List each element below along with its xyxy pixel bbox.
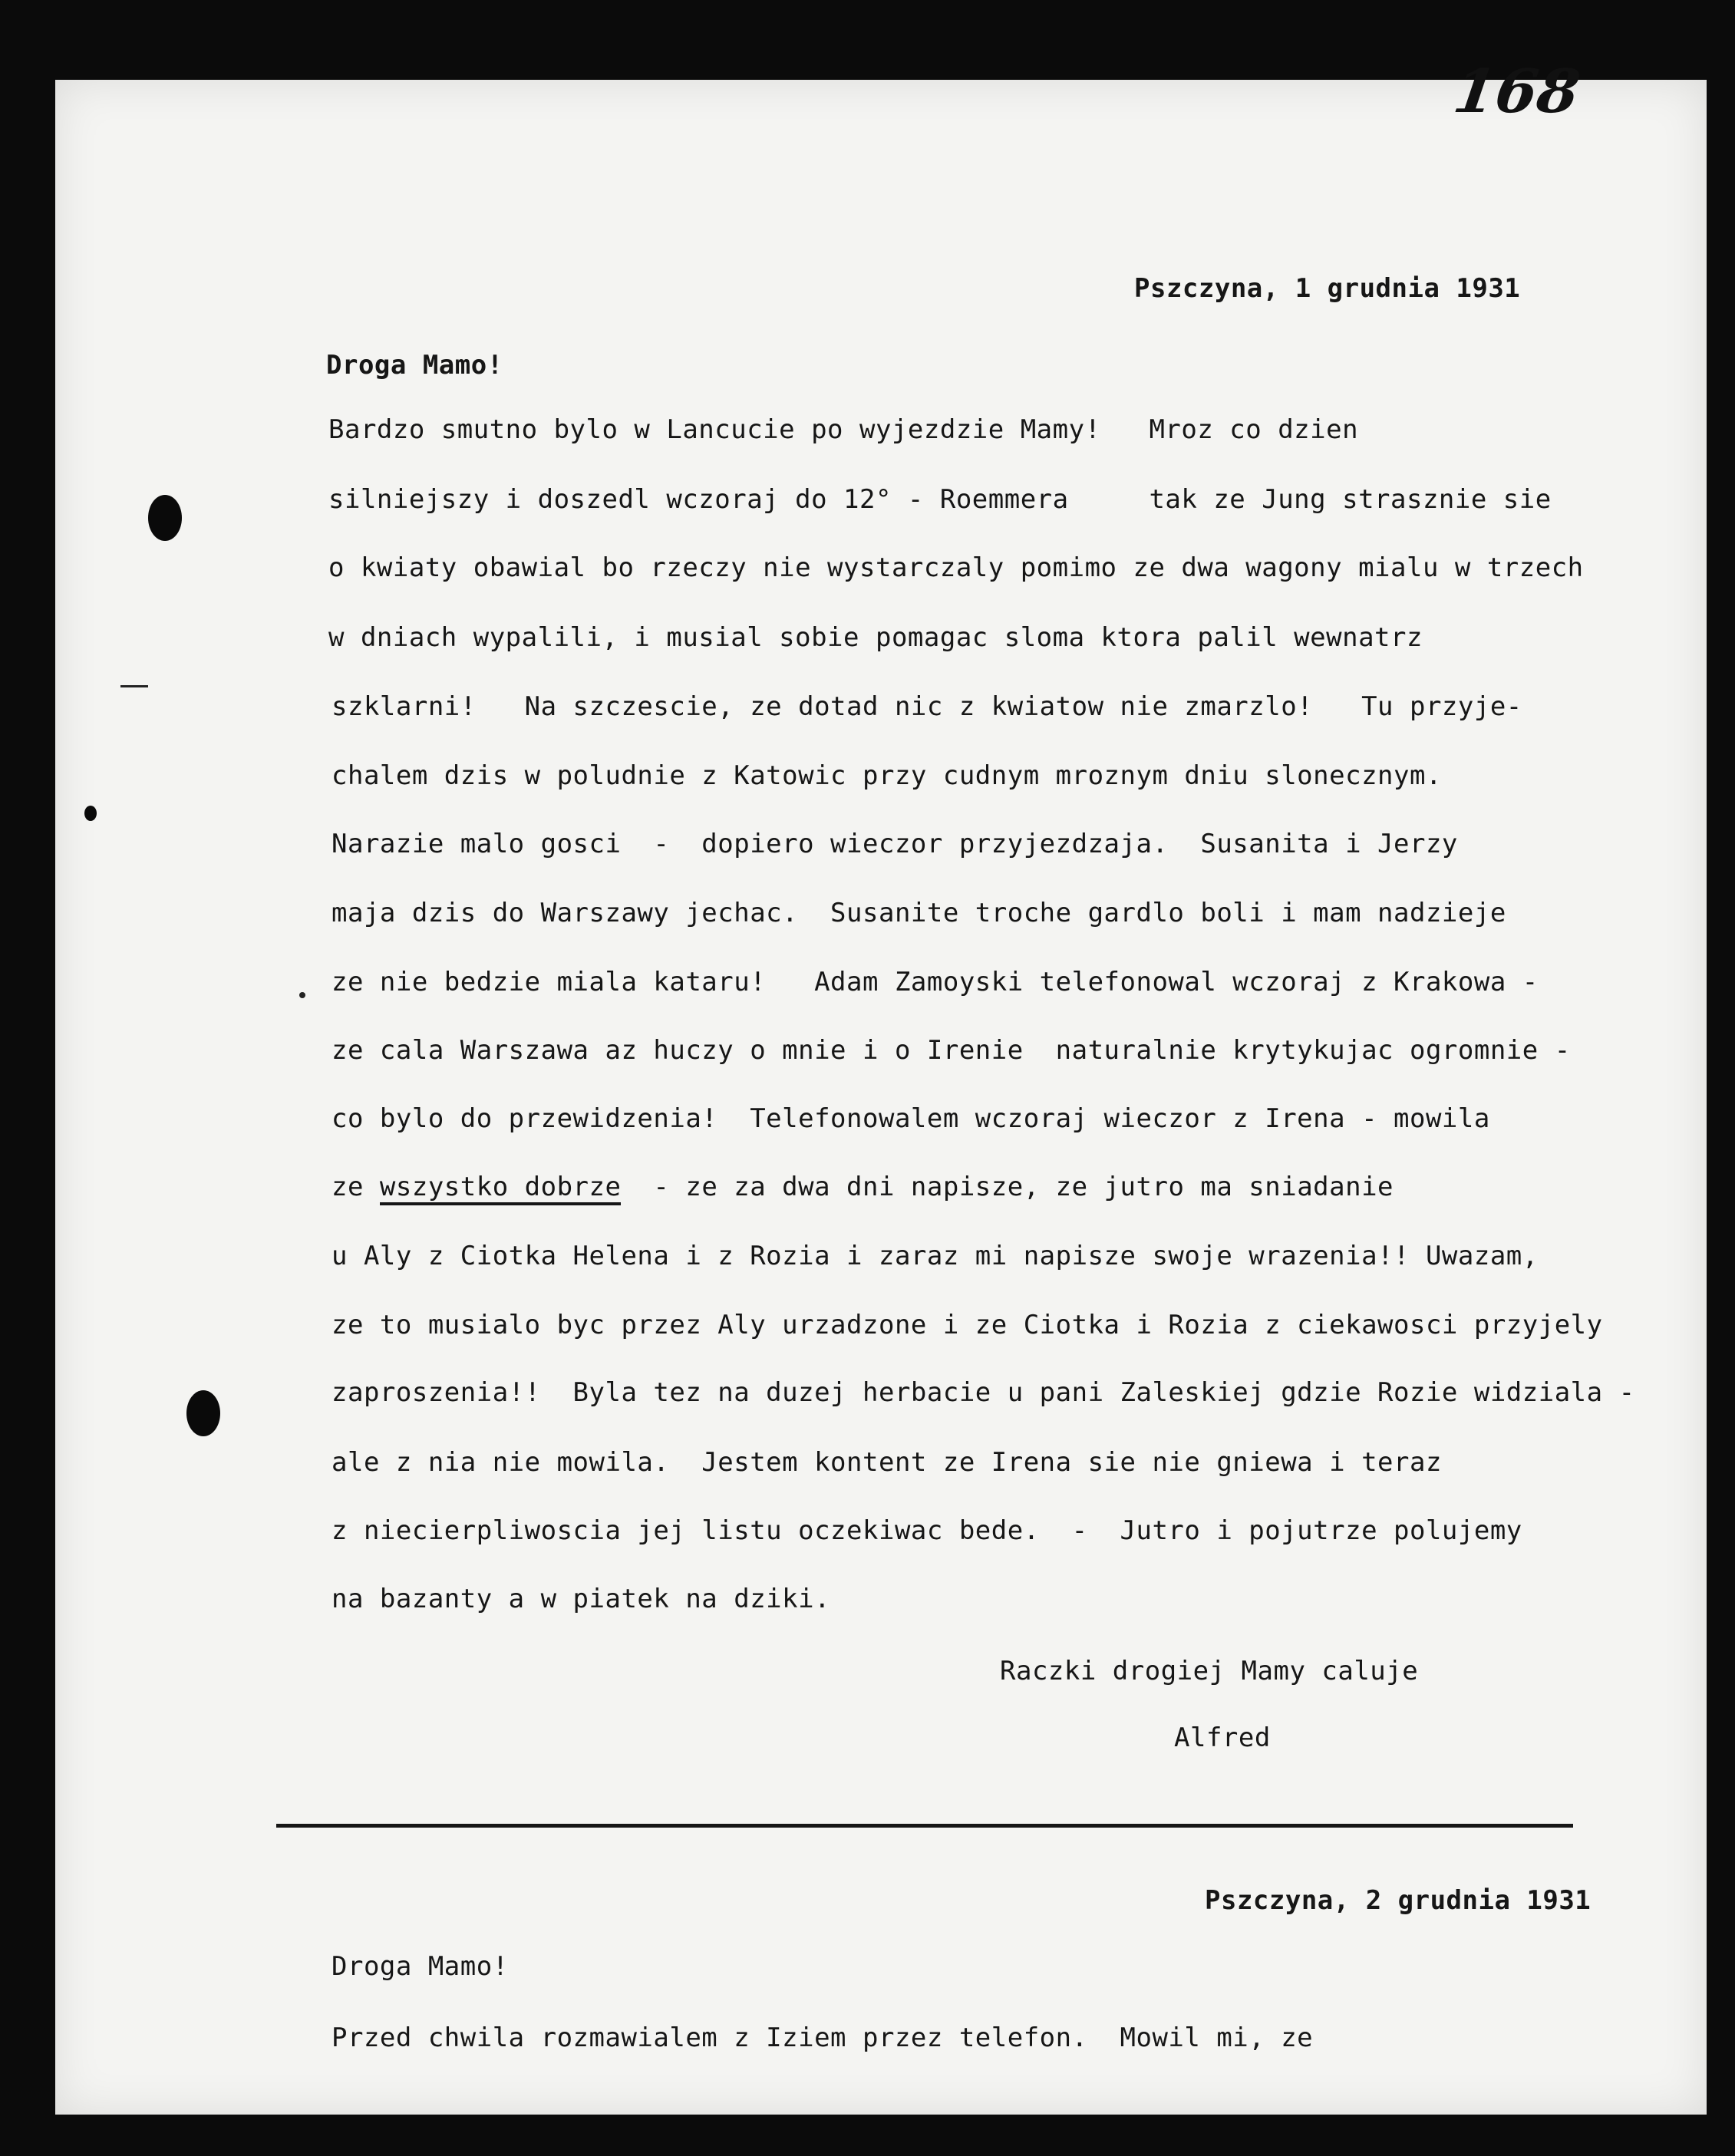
letter1-line: o kwiaty obawial bo rzeczy nie wystarczaly pomimo ze dwa wagony mialu w trzech	[328, 552, 1584, 583]
letter1-salutation: Droga Mamo!	[326, 350, 503, 381]
letter1-line: szklarni! Na szczescie, ze dotad nic z kwiatow nie zmarzlo! Tu przyje-	[331, 691, 1522, 722]
letter1-line: ze to musialo byc przez Aly urzadzone i ze Ciotka i Rozia z ciekawosci przyjely	[331, 1310, 1603, 1340]
punch-hole-mid	[84, 806, 97, 821]
letter1-date: Pszczyna, 1 grudnia 1931	[1134, 273, 1521, 304]
letter1-line-with-underline	[331, 1172, 1394, 1202]
letter1-line: Bardzo smutno bylo w Lancucie po wyjezdzie Mamy! Mroz co dzien	[328, 414, 1359, 445]
underlined-phrase: wszystko dobrze	[380, 1172, 622, 1205]
letter1-line: co bylo do przewidzenia! Telefonowalem wczoraj wieczor z Irena - mowila	[331, 1103, 1490, 1134]
letter1-line: u Aly z Ciotka Helena i z Rozia i zaraz mi napisze swoje wrazenia!! Uwazam,	[331, 1241, 1539, 1271]
letter1-line: maja dzis do Warszawy jechac. Susanite troche gardlo boli i mam nadzieje	[331, 898, 1506, 928]
line-start: ze	[331, 1172, 380, 1202]
letter1-line: ze nie bedzie miala kataru! Adam Zamoyski telefonowal wczoraj z Krakowa -	[331, 967, 1539, 997]
punch-hole-top	[148, 495, 182, 541]
letter1-line: zaproszenia!! Byla tez na duzej herbacie u pani Zaleskiej gdzie Rozie widziala -	[331, 1377, 1635, 1408]
letter1-line: na bazanty a w piatek na dziki.	[331, 1584, 831, 1614]
separator-rule	[276, 1824, 1573, 1828]
letter2-salutation: Droga Mamo!	[331, 1951, 509, 1982]
letter1-line: chalem dzis w poludnie z Katowic przy cudnym mroznym dniu slonecznym.	[331, 760, 1442, 791]
letter1-line: ale z nia nie mowila. Jestem kontent ze Irena sie nie gniewa i teraz	[331, 1447, 1442, 1478]
letter2-line: Przed chwila rozmawialem z Iziem przez telefon. Mowil mi, ze	[331, 2022, 1314, 2053]
letter1-line: w dniach wypalili, i musial sobie pomagac sloma ktora palil wewnatrz	[328, 622, 1423, 653]
letter1-signature: Alfred	[1174, 1722, 1271, 1753]
document-page	[55, 80, 1707, 2115]
line-rest: - ze za dwa dni napisze, ze jutro ma sniadanie	[621, 1172, 1394, 1202]
letter2-date: Pszczyna, 2 grudnia 1931	[1205, 1885, 1592, 1916]
letter1-line: ze cala Warszawa az huczy o mnie i o Irenie naturalnie krytykujac ogromnie -	[331, 1035, 1571, 1066]
punch-hole-bottom	[186, 1390, 220, 1436]
page-number: 168	[1449, 57, 1585, 127]
margin-mark	[120, 685, 148, 687]
letter1-line: silniejszy i doszedl wczoraj do 12° - Roemmera tak ze Jung strasznie sie	[328, 484, 1552, 515]
speck	[299, 992, 305, 998]
letter1-line: Narazie malo gosci - dopiero wieczor przyjezdzaja. Susanita i Jerzy	[331, 829, 1458, 859]
letter1-line: z niecierpliwoscia jej listu oczekiwac bede. - Jutro i pojutrze polujemy	[331, 1515, 1522, 1546]
letter1-closing: Raczki drogiej Mamy caluje	[1000, 1656, 1419, 1686]
